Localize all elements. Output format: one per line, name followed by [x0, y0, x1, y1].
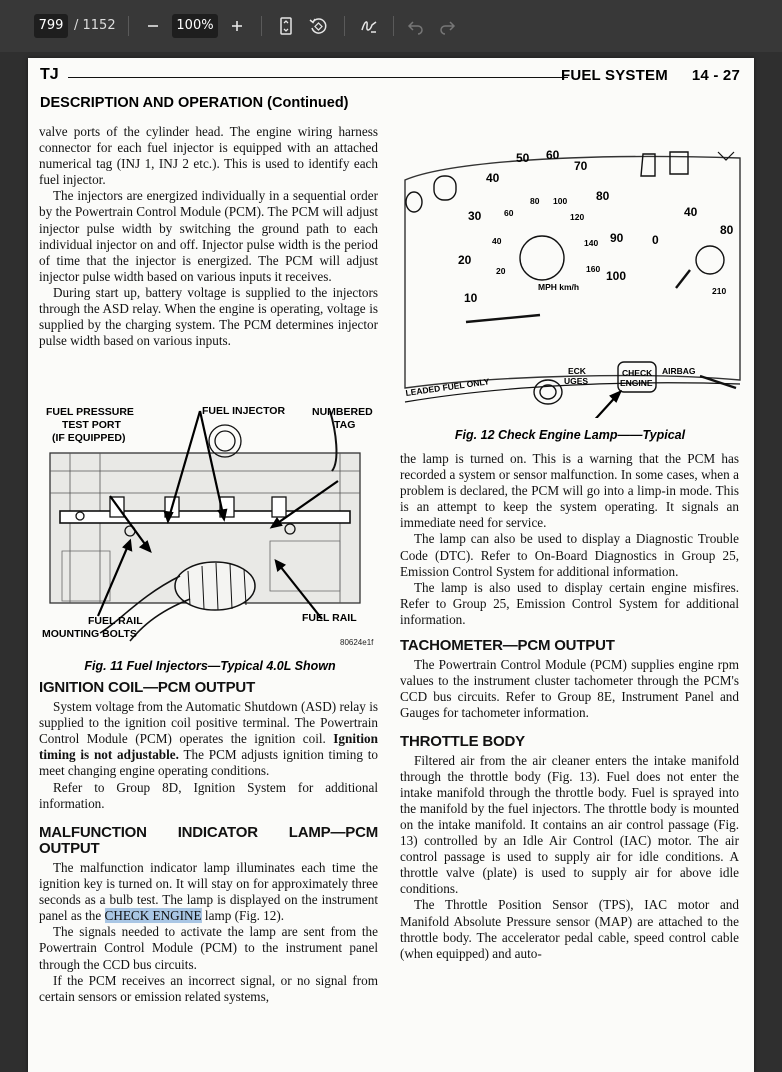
kmh-100: 100: [553, 196, 568, 206]
bold-text: Ignition timing is not adjustable.: [39, 731, 378, 763]
left-column-lower: [39, 670, 378, 1005]
label-if-equipped: (IF EQUIPPED): [52, 432, 126, 444]
mph-80: 80: [596, 189, 610, 203]
minus-icon: [141, 14, 165, 38]
heading-mil: MALFUNCTION INDICATOR LAMP—PCM OUTPUT: [39, 823, 378, 857]
eck-label: ECK: [568, 366, 586, 376]
figure-code: 80624e1f: [340, 638, 374, 647]
check-lamp-line2: ENGINE: [620, 378, 653, 388]
label-fuel-rail-bolts: FUEL RAIL: [88, 615, 143, 627]
label-numbered: NUMBERED: [312, 406, 373, 418]
rotate-icon: [306, 14, 330, 38]
kmh-80: 80: [530, 196, 540, 206]
document-page: [28, 58, 754, 1072]
paragraph: If the PCM receives an incorrect signal, or no signal from certain sensors or emission related systems,: [39, 972, 378, 1004]
header-section: FUEL SYSTEM: [560, 67, 668, 84]
draw-icon: [357, 14, 381, 38]
speed-70: 70: [574, 159, 588, 173]
toolbar-divider: [393, 16, 394, 36]
plus-icon: [225, 14, 249, 38]
section-title: DESCRIPTION AND OPERATION (Continued): [40, 95, 349, 111]
draw-button[interactable]: [357, 14, 381, 38]
header-page-number: 14 - 27: [691, 67, 740, 84]
figure-12-check-engine-lamp: [400, 140, 744, 418]
paragraph: The injectors are energized individually in a sequential order by the Powertrain Control Module (PCM). The PCM will adjust injector pulse width by switching the ground path to each individual injector on and off. Injector pulse width is the period of time that the injector is energized. The PCM will adjust injector pulse width based on various inputs it receives.: [39, 188, 378, 284]
figure-11-fuel-injectors: [40, 401, 380, 649]
toolbar-divider: [344, 16, 345, 36]
speed-30: 30: [468, 209, 482, 223]
temp-0: 0: [652, 233, 659, 247]
mph-90: 90: [610, 231, 624, 245]
figure-12-caption: Fig. 12 Check Engine Lamp——Typical: [454, 428, 686, 442]
page-number-input[interactable]: 799: [34, 14, 68, 38]
heading-ignition-coil: IGNITION COIL—PCM OUTPUT: [39, 679, 256, 696]
rotate-button[interactable]: [306, 14, 330, 38]
check-lamp-line1: CHECK: [622, 368, 653, 378]
pdf-toolbar: [0, 0, 782, 52]
instrument-cluster-illustration: [400, 140, 744, 418]
paragraph: During start up, battery voltage is supplied to the injectors through the ASD relay. When the engine is operating, voltage is supplied by the charging system. The PCM determines injector pulse width based on various inputs.: [39, 284, 378, 349]
text: The malfunction indicator lamp illuminates each time the ignition key is turned on. It will stay on for approximately three seconds as a bulb test. The lamp is displayed on the instrument panel as the: [39, 859, 378, 924]
temp-80: 80: [720, 223, 734, 237]
text: System voltage from the Automatic Shutdown (ASD) relay is supplied to the ignition coil positive terminal. The Powertrain Control Module (PCM) operates the ignition coil.: [39, 699, 378, 747]
header-right: [537, 67, 740, 84]
paragraph: The Powertrain Control Module (PCM) supplies engine rpm values to the instrument cluster tachometer through the PCM's CCD bus circuits. Refer to Group 8E, Instrument Panel and Gauges for tachometer information.: [400, 657, 739, 721]
temp-40: 40: [684, 205, 698, 219]
paragraph: The lamp can also be used to display a Diagnostic Trouble Code (DTC). Refer to On-Board Diagnostics in Group 25, Emission Control System for additional information.: [400, 531, 739, 579]
speed-50: 50: [516, 151, 530, 165]
kmh-40: 40: [492, 236, 502, 246]
toolbar-divider: [128, 16, 129, 36]
label-tag: TAG: [334, 419, 356, 431]
zoom-level[interactable]: 100%: [172, 14, 218, 38]
paragraph: Refer to Group 8D, Ignition System for additional information.: [39, 779, 378, 811]
temp-210: 210: [712, 286, 727, 296]
uges-label: UGES: [564, 376, 589, 386]
toolbar-divider: [261, 16, 262, 36]
mph-kmh-unit: MPH km/h: [538, 282, 580, 292]
text: The PCM adjusts ignition timing to meet changing engine operating conditions.: [39, 747, 379, 779]
header-left: TJ: [40, 66, 59, 83]
redo-button[interactable]: [435, 14, 459, 38]
kmh-120: 120: [570, 212, 585, 222]
kmh-140: 140: [584, 238, 599, 248]
kmh-160: 160: [586, 264, 601, 274]
paragraph: The Throttle Position Sensor (TPS), IAC motor and Manifold Absolute Pressure sensor (MAP) are attached to the throttle body. The accelerator pedal cable, speed control cable (when equipped) and auto-: [400, 897, 739, 961]
label-fuel-rail: FUEL RAIL: [302, 612, 357, 624]
leaded-fuel-only: LEADED FUEL ONLY: [404, 376, 491, 398]
undo-icon: [404, 14, 428, 38]
kmh-60: 60: [504, 208, 514, 218]
speed-20: 20: [458, 253, 472, 267]
paragraph: Filtered air from the air cleaner enters the intake manifold through the throttle body (Fig. 13). Fuel does not enter the intake manifold through the throttle body. Fuel is sprayed into the manifold by the fuel injectors. The throttle body is mounted on the intake manifold. It contains an air control passage (Fig. 13) controlled by an Idle Air Control (IAC) motor. The air control passage is used to supply air for idle conditions. A throttle valve (plate) is used to supply air for above idle conditions.: [400, 752, 739, 897]
heading-throttle-body: THROTTLE BODY: [400, 732, 525, 750]
speed-40: 40: [486, 171, 500, 185]
page-total: / 1152: [74, 18, 116, 33]
paragraph: [39, 699, 378, 779]
fuel-injector-illustration: [40, 401, 380, 649]
redo-icon: [435, 14, 459, 38]
left-column: [39, 124, 378, 349]
header-rule: [68, 77, 568, 78]
heading-tachometer: TACHOMETER—PCM OUTPUT: [400, 637, 615, 655]
zoom-out-button[interactable]: [141, 14, 165, 38]
label-fuel-injector: FUEL INJECTOR: [202, 405, 286, 417]
speed-10: 10: [464, 291, 478, 305]
right-column: [400, 451, 739, 962]
speed-60: 60: [546, 148, 560, 162]
fit-page-icon: [274, 14, 298, 38]
kmh-20: 20: [496, 266, 506, 276]
highlighted-text[interactable]: CHECK ENGINE: [104, 908, 202, 924]
zoom-in-button[interactable]: [225, 14, 249, 38]
label-fuel-pressure: FUEL PRESSURE: [46, 406, 134, 418]
mph-100: 100: [606, 269, 627, 283]
figure-11-caption: Fig. 11 Fuel Injectors—Typical 4.0L Shown: [84, 659, 336, 673]
label-mounting-bolts: MOUNTING BOLTS: [42, 628, 137, 640]
label-test-port: TEST PORT: [62, 419, 121, 431]
text: lamp (Fig. 12).: [204, 908, 285, 924]
airbag-label: AIRBAG: [662, 366, 696, 376]
paragraph: valve ports of the cylinder head. The engine wiring harness connector for each fuel injector is equipped with an attached numerical tag (INJ 1, INJ 2 etc.). This is used to identify each fuel injector.: [39, 124, 378, 188]
paragraph: The signals needed to activate the lamp are sent from the Powertrain Control Module (PCM) to the instrument panel through the CCD bus circuits.: [39, 924, 378, 972]
paragraph: [39, 860, 378, 924]
undo-button[interactable]: [404, 14, 428, 38]
fit-page-button[interactable]: [274, 14, 298, 38]
paragraph: the lamp is turned on. This is a warning that the PCM has recorded a system or sensor malfunction. In some cases, when a problem is declared, the PCM will go into a limp-in mode. This is an attempt to keep the system operating. It signals an immediate need for service.: [400, 451, 739, 531]
paragraph: The lamp is also used to display certain engine misfires. Refer to Group 25, Emission Control System for additional information.: [400, 579, 739, 627]
